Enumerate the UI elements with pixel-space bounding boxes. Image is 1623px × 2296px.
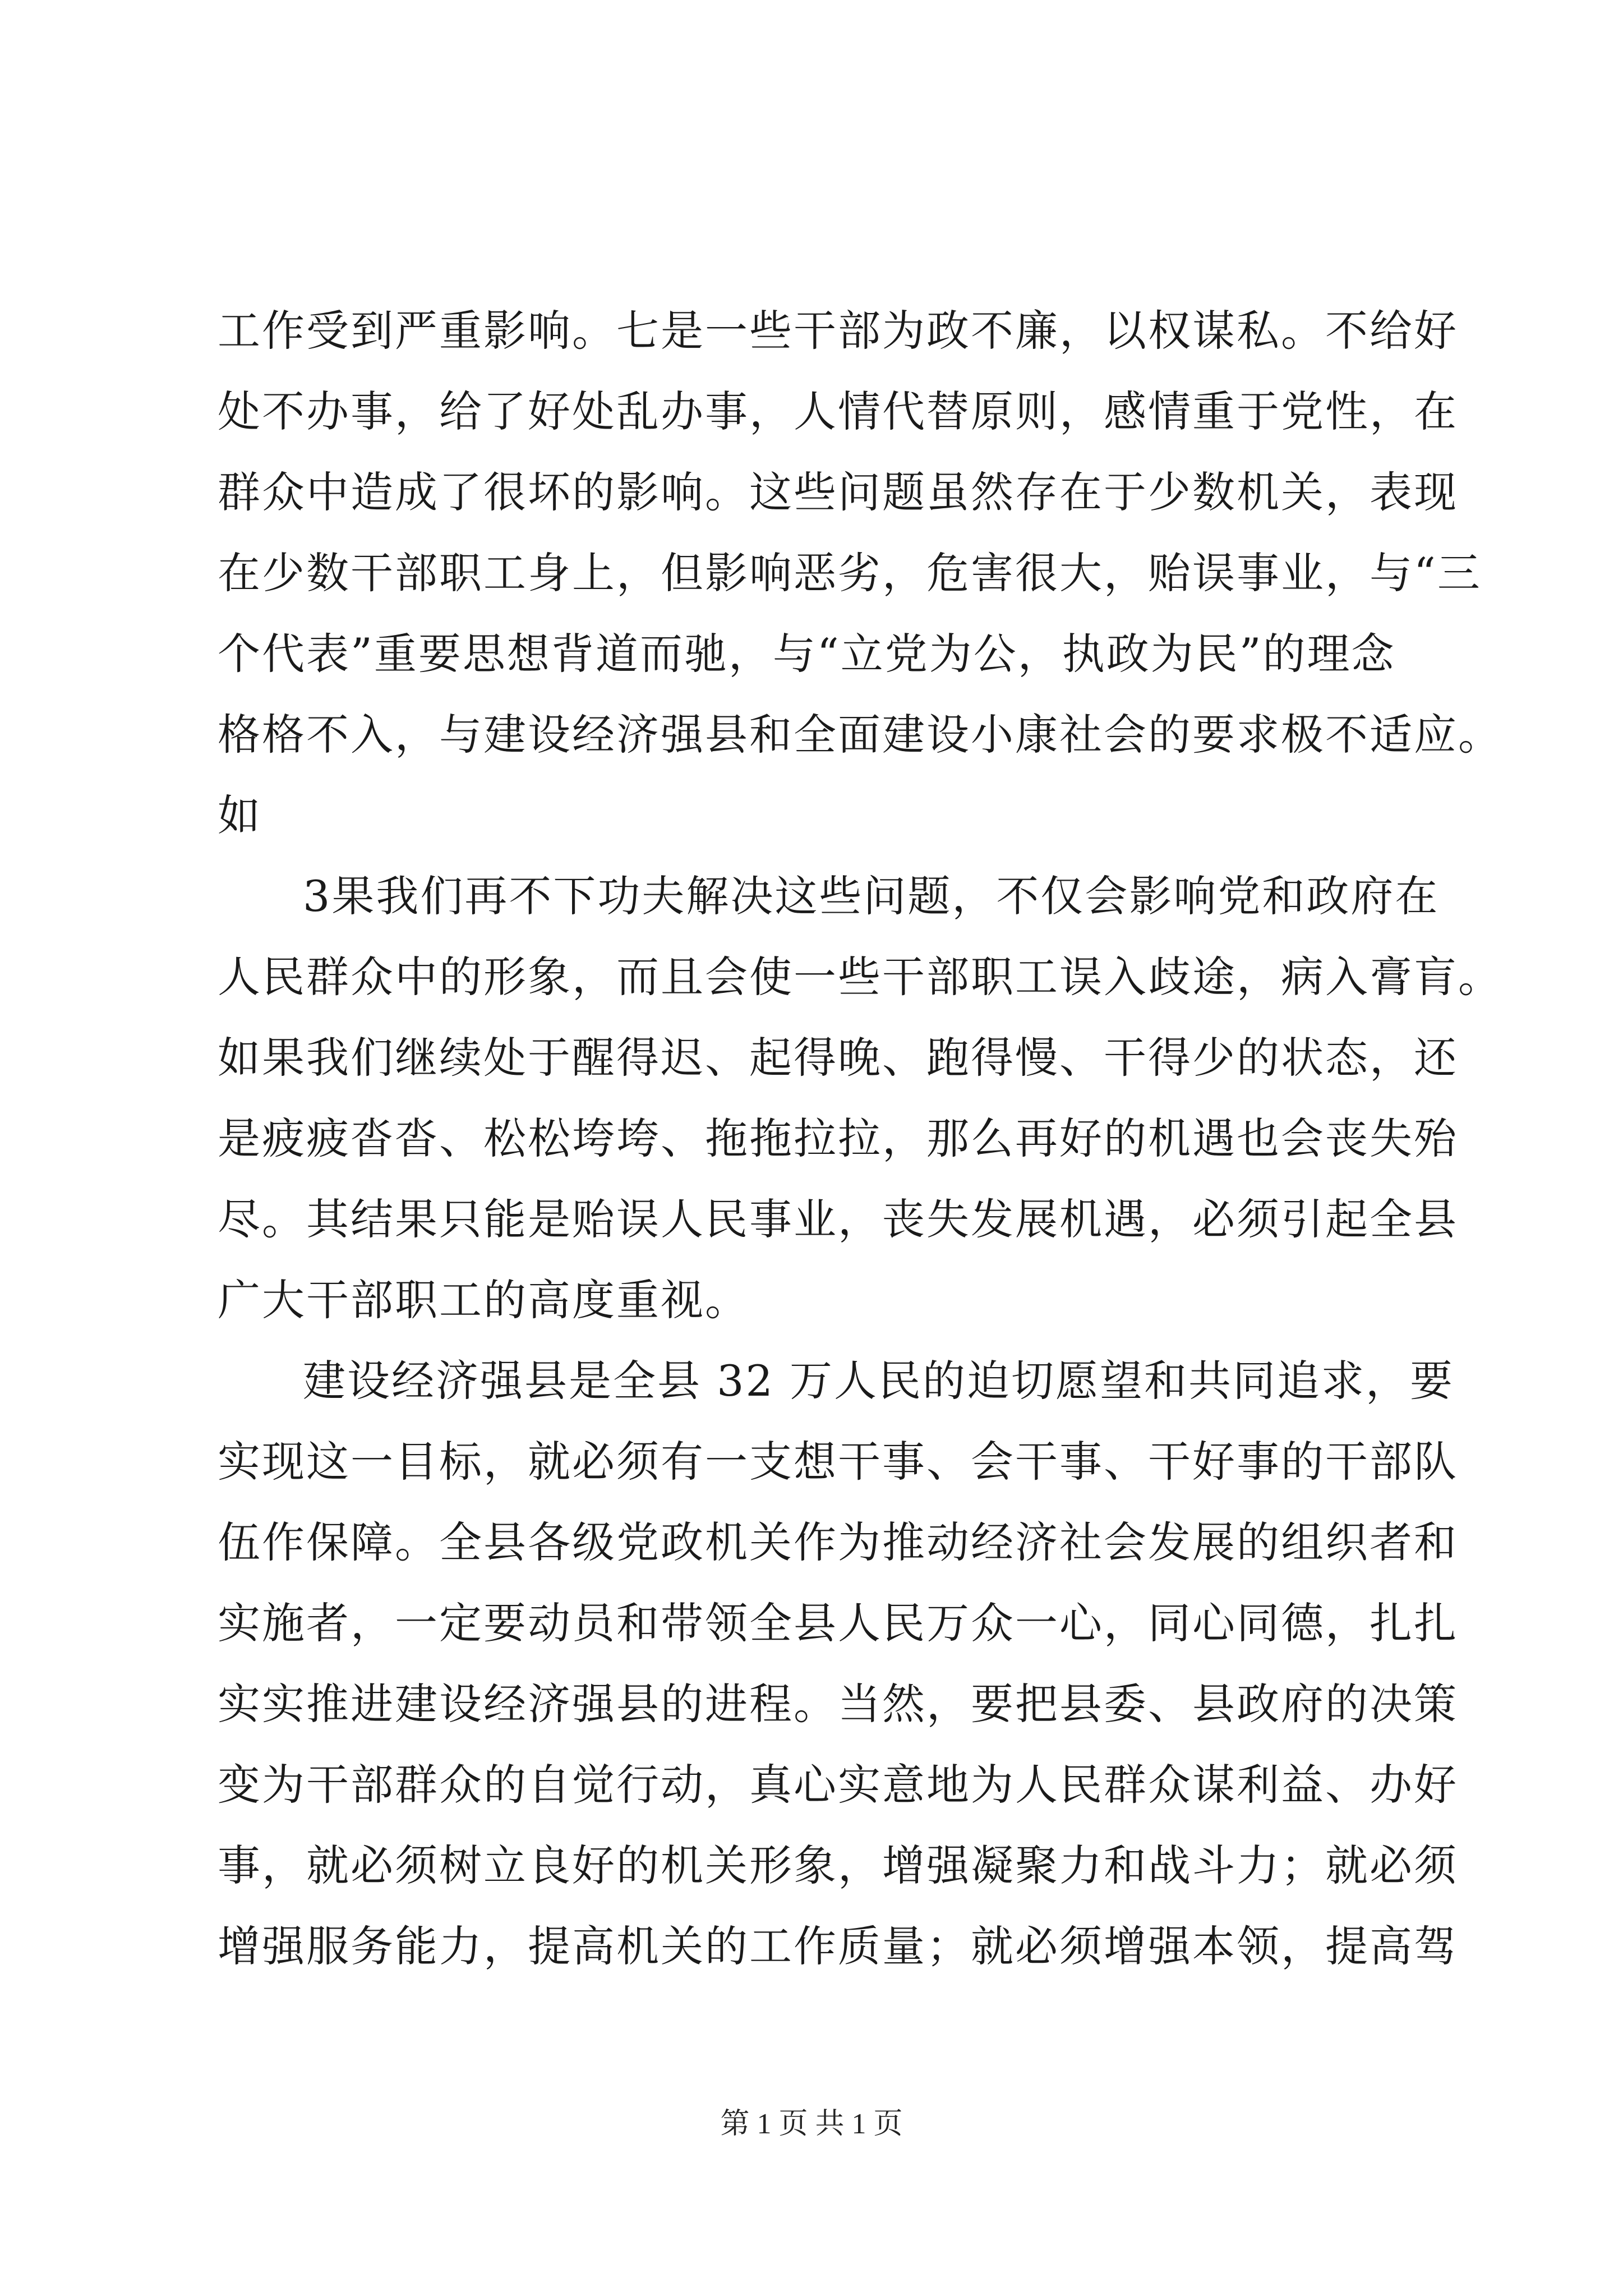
page-number-footer: 第 1 页 共 1 页 [720,2108,903,2140]
text-line: 建设经济强县是全县 32 万人民的迫切愿望和共同追求，要 [303,1356,1455,1406]
text-line: 群众中造成了很坏的影响。这些问题虽然存在于少数机关，表现 [218,467,1458,517]
text-line: 处不办事，给了好处乱办事，人情代替原则，感情重于党性，在 [218,386,1458,436]
text-line: 个代表”重要思想背道而驰，与“立党为公，执政为民”的理念 [218,629,1396,679]
text-line: 实现这一目标，就必须有一支想干事、会干事、干好事的干部队 [218,1437,1458,1487]
text-line: 变为干部群众的自觉行动，真心实意地为人民群众谋利益、办好 [218,1760,1458,1810]
text-line: 人民群众中的形象，而且会使一些干部职工误入歧途，病入膏肓。 [218,952,1502,1002]
text-line: 实实推进建设经济强县的进程。当然，要把县委、县政府的决策 [218,1679,1458,1729]
text-line: 增强服务能力，提高机关的工作质量；就必须增强本领，提高驾 [218,1921,1458,1971]
text-line: 尽。其结果只能是贻误人民事业，丧失发展机遇，必须引起全县 [218,1194,1458,1244]
text-line: 工作受到严重影响。七是一些干部为政不廉，以权谋私。不给好 [218,306,1458,356]
text-line: 事，就必须树立良好的机关形象，增强凝聚力和战斗力；就必须 [218,1841,1458,1890]
text-line: 在少数干部职工身上，但影响恶劣，危害很大，贻误事业，与“三 [218,548,1482,598]
text-line: 伍作保障。全县各级党政机关作为推动经济社会发展的组织者和 [218,1517,1458,1567]
body-text [218,291,1502,1987]
text-line: 3果我们再不下功夫解决这些问题，不仅会影响党和政府在 [303,871,1440,921]
text-line: 格格不入，与建设经济强县和全面建设小康社会的要求极不适应。 [218,710,1502,760]
text-line: 广大干部职工的高度重视。 [218,1275,749,1325]
text-line: 如 [218,790,262,840]
text-line: 是疲疲沓沓、松松垮垮、拖拖拉拉，那么再好的机遇也会丧失殆 [218,1114,1458,1163]
text-line: 如果我们继续处于醒得迟、起得晚、跑得慢、干得少的状态，还 [218,1033,1458,1083]
text-line: 实施者，一定要动员和带领全县人民万众一心，同心同德，扎扎 [218,1598,1458,1648]
